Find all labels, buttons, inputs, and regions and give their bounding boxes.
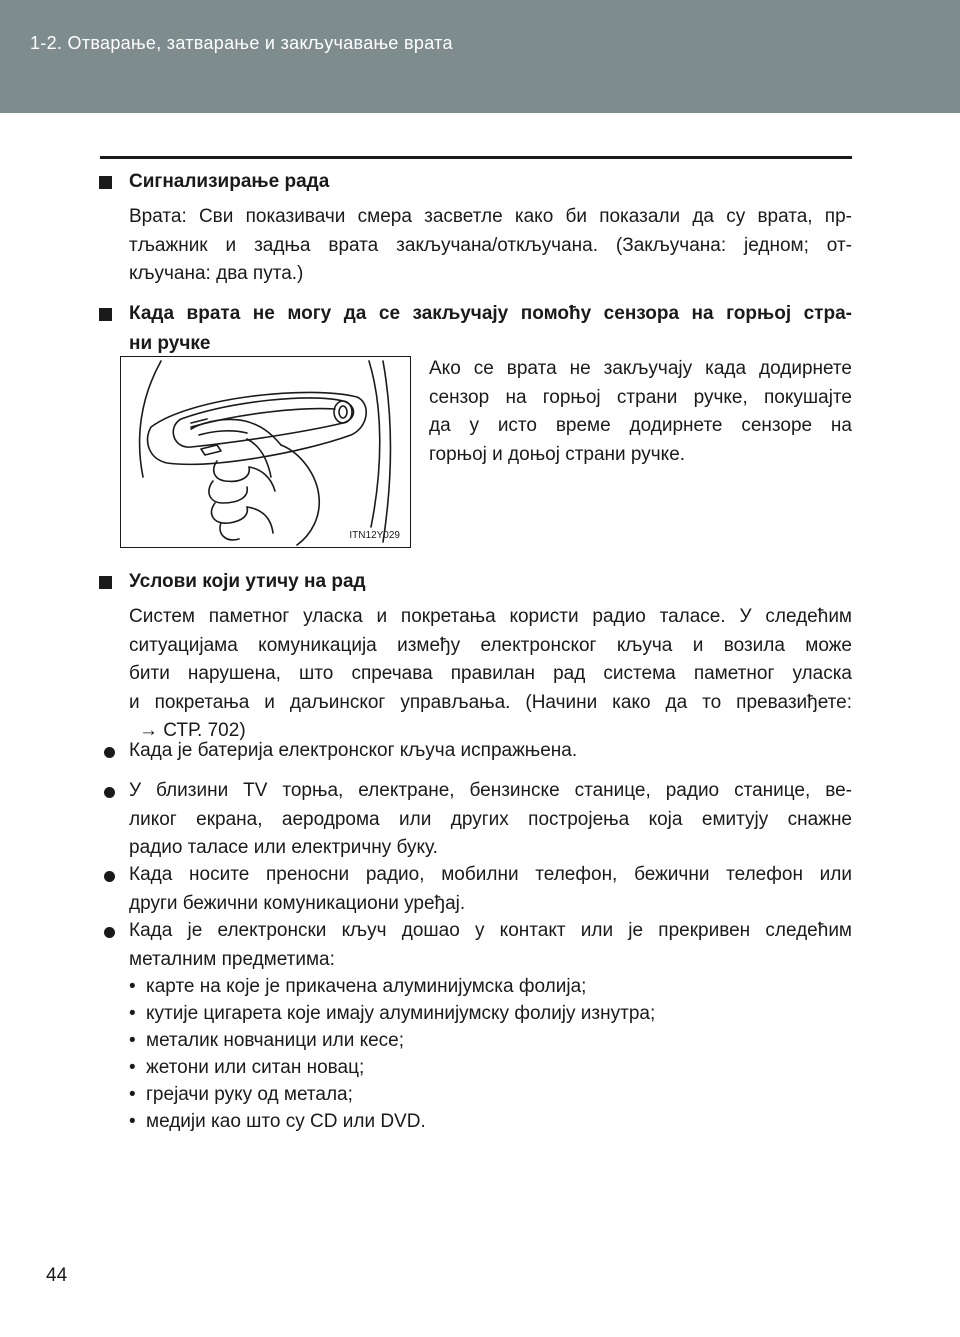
bullet-line: Када је електронски кључ дошао у контакт или је прекривен следећим <box>129 920 852 941</box>
title-line: Када врата не могу да се закључају помоћу сензора на горњој стра- <box>129 303 852 324</box>
body-line: ситуацијама комуникација између електронског кључа и возила може <box>129 634 852 656</box>
bullet-dot <box>104 787 115 798</box>
sub-list-item <box>129 1000 656 1027</box>
bullet-line: радио таласе или електричну буку. <box>129 837 438 858</box>
bullet-line: металним предметима: <box>129 948 335 970</box>
title-line: ни ручке <box>129 333 211 354</box>
sub-item-text: жетони или ситан новац; <box>146 1057 365 1078</box>
body-line: Ако се врата не закључају када додирнете <box>429 358 852 379</box>
section-body-signaling <box>129 203 852 289</box>
sub-item-text: медији као што су CD или DVD. <box>146 1111 426 1132</box>
bullet-item <box>129 861 852 918</box>
section-body-conditions <box>129 603 852 746</box>
section-marker-square <box>99 576 112 589</box>
bullet-item <box>129 737 852 766</box>
section-marker-square <box>99 176 112 189</box>
body-line: Врата: Сви показивачи смера засветле како би показали да су врата, пр- <box>129 206 852 227</box>
body-line: горњој и доњој страни ручке. <box>429 443 686 465</box>
body-line: да у исто време додирнете сензоре на <box>429 415 852 436</box>
bullet-line: Када је батерија електронског кључа испражњена. <box>129 740 578 761</box>
sub-item-text: металик новчаници или кесе; <box>146 1030 405 1051</box>
page-number: 44 <box>46 1265 68 1286</box>
section-header-title: 1-2. Отварање, затварање и закључавање врата <box>30 33 453 53</box>
body-line: тљажник и задња врата закључана/откључана. (Закључана: једном; от- <box>129 234 852 256</box>
figure-code: ITN12Y029 <box>349 530 400 541</box>
page-reference: → СТР. 702) <box>139 720 246 741</box>
section-title-signaling: Сигнализирање рада <box>129 171 330 192</box>
sub-item-text: грејачи руку од метала; <box>146 1084 353 1105</box>
sub-item-text: кутије цигарета које имају алуминијумску фолију изнутра; <box>146 1003 656 1024</box>
sub-item-text: карте на које је прикачена алуминијумска фолија; <box>146 976 587 997</box>
bullet-item <box>129 917 852 974</box>
header-band <box>0 0 960 113</box>
sub-bullet: • <box>129 976 136 997</box>
sub-list-item <box>129 973 587 1000</box>
body-line: сензор на горњој страни ручке, покушајте <box>429 386 852 408</box>
body-line: и покретања и даљинског управљања. (Начини како да то превазиђете: <box>129 691 852 713</box>
bullet-line: Када носите преносни радио, мобилни телефон, бежични телефон или <box>129 864 852 885</box>
sub-bullet: • <box>129 1030 136 1051</box>
section-marker-square <box>99 308 112 321</box>
sub-bullet: • <box>129 1111 136 1132</box>
sub-bullet: • <box>129 1057 136 1078</box>
body-line: кључана: два пута.) <box>129 263 304 284</box>
section-title-sensor <box>129 299 852 359</box>
sub-list-item <box>129 1054 365 1081</box>
bullet-line: други бежични комуникациони уређај. <box>129 892 466 914</box>
sub-list-item <box>129 1081 353 1108</box>
sub-list-item <box>129 1108 426 1135</box>
section-title-conditions: Услови који утичу на рад <box>129 571 366 592</box>
sub-bullet: • <box>129 1003 136 1024</box>
bullet-line: У близини TV торња, електране, бензинске станице, радио станице, ве- <box>129 780 852 801</box>
sub-bullet: • <box>129 1084 136 1105</box>
sub-list-item <box>129 1027 405 1054</box>
bullet-dot <box>104 747 115 758</box>
section-body-sensor <box>429 355 852 469</box>
top-rule <box>100 156 852 159</box>
bullet-dot <box>104 871 115 882</box>
door-handle-illustration <box>121 357 409 546</box>
body-line: бити нарушена, што спречава правилан рад система паметног уласка <box>129 663 852 684</box>
bullet-dot <box>104 927 115 938</box>
body-line: Систем паметног уласка и покретања користи радио таласе. У следећим <box>129 606 852 627</box>
bullet-line: ликог екрана, аеродрома или других постројења која емитују снажне <box>129 808 852 830</box>
bullet-item <box>129 777 852 863</box>
door-handle-figure <box>120 356 411 548</box>
